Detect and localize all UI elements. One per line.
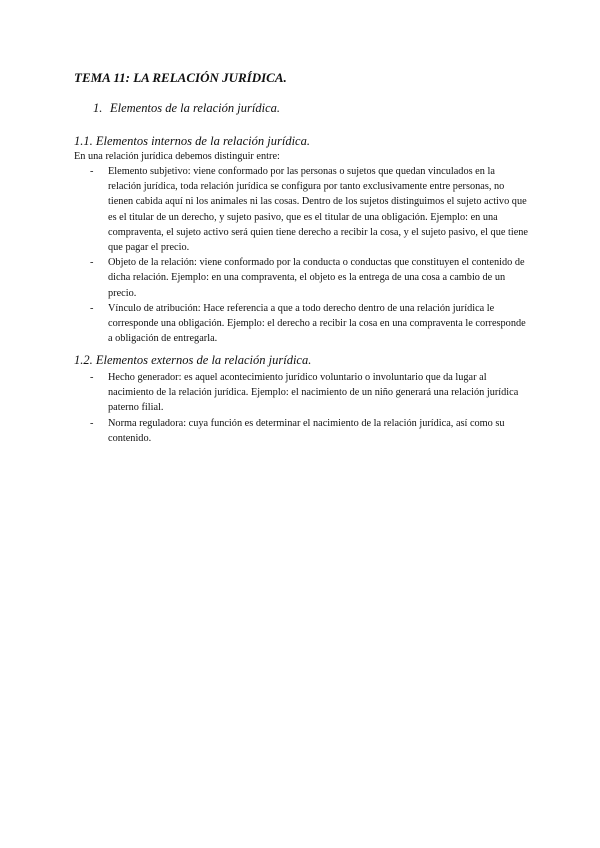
bullet-dash: - [90,302,94,314]
document-title: TEMA 11: LA RELACIÓN JURÍDICA. [74,70,287,85]
list-item [90,301,528,347]
bullet-dash: - [90,372,94,383]
section-title: Elementos de la relación jurídica. [110,101,280,115]
external-elements-list [90,370,528,446]
list-item-text: Elemento subjetivo: viene conformado por las personas o sujetos que quedan vinculados en la relación jurídica, toda relación jurídica se configura por tanto exclusivamente entre personas, no tienen cabida aquí ni los animales ni las cosas. Dentro de los sujetos distinguimos el sujeto activo que es el titular de un derecho, y sujeto pasivo, que es el titular de una obligación. Ejemplo: en una compraventa, el sujeto activo será quien tiene derecho a recibir la cosa, y el sujeto pasivo, el que tiene que pagar el precio. [108,166,529,254]
list-item-text: Vínculo de atribución: Hace referencia a que a todo derecho dentro de una relación jurídica le corresponde una obligación. Ejemplo: el derecho a recibir la cosa en una compraventa le corresponde a obligación de entregarla. [108,302,526,345]
section-number: 1. [93,101,103,115]
list-item [90,370,528,416]
list-item [90,416,528,446]
subsection-heading-external: 1.2. Elementos externos de la relación jurídica. [74,353,312,367]
section-heading [93,101,280,116]
internal-elements-list [90,164,528,346]
bullet-dash: - [90,417,94,429]
intro-paragraph: En una relación jurídica debemos distinguir entre: [74,151,280,162]
bullet-dash: - [90,257,94,269]
list-item-text: Objeto de la relación: viene conformado por la conducta o conductas que constituyen el contenido de dicha relación. Ejemplo: en una compraventa, el objeto es la entrega de una cosa a cambio de un precio. [108,257,525,299]
list-item [90,255,528,301]
list-item-text: Hecho generador: es aquel acontecimiento jurídico voluntario o involuntario que da lugar al nacimiento de la relación jurídica. Ejemplo: el nacimiento de un niño generará una relación jurídica paterno filial. [108,372,519,414]
subsection-heading-internal: 1.1. Elementos internos de la relación jurídica. [74,134,310,148]
list-item-text: Norma reguladora: cuya función es determinar el nacimiento de la relación jurídica, así como su contenido. [108,417,505,444]
list-item [90,164,528,255]
bullet-dash: - [90,166,94,177]
